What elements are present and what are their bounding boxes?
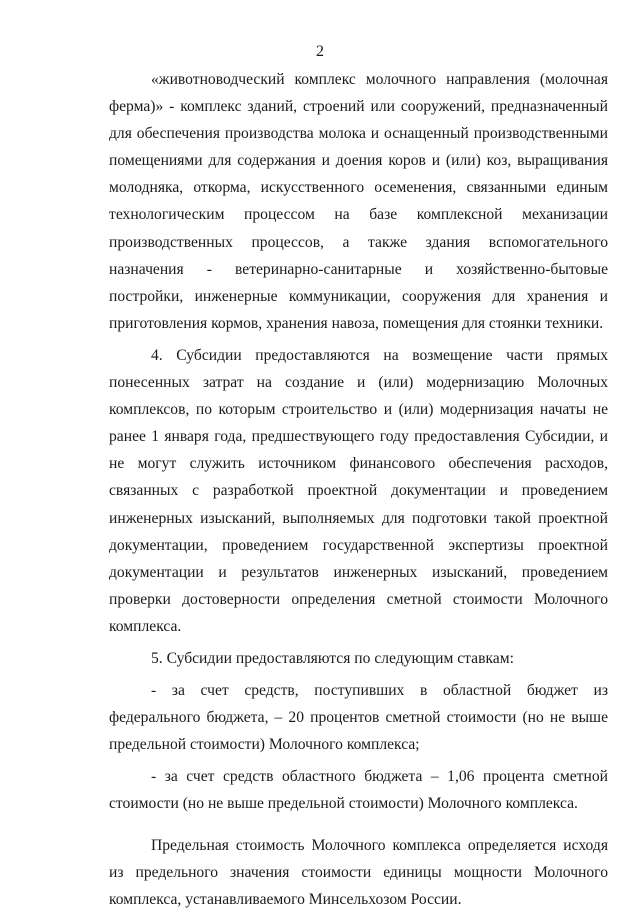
document-body — [109, 66, 608, 913]
paragraph-item-5-rates: 5. Субсидии предоставляются по следующим ставкам: — [151, 649, 514, 667]
paragraph-dairy-complex-definition: «животноводческий комплекс молочного направления (молочная ферма)» - комплекс зданий, строений или сооружений, предназначенный для обеспечения производства молока и оснащенный производственными помещениями для содержания и доения коров и (или) коз, выращивания молодняка, откорма, искусственного осеменения, связанными единым технологическим процессом на базе комплексной механизации производственных процессов, а также здания вспомогательного назначения - ветеринарно-санитарные и хозяйственно-бытовые постройки, инженерные коммуникации, сооружения для хранения и приготовления кормов, хранения навоза, помещения для стоянки техники. — [109, 71, 608, 332]
paragraph-item-4-subsidy-purpose: 4. Субсидии предоставляются на возмещение части прямых понесенных затрат на создание и (или) модернизацию Молочных комплексов, по которым строительство и (или) модернизация начаты не ранее 1 января года, предшествующего году предоставления Субсидии, и не могут служить источником финансового обеспечения расходов, связанных с разработкой проектной документации и проведением инженерных изысканий, выполняемых для подготовки такой проектной документации, проведением государственной экспертизы проектной документации и результатов инженерных изысканий, проведением проверки достоверности определения сметной стоимости Молочного комплекса. — [109, 346, 608, 635]
paragraph-regional-budget-rate: - за счет средств областного бюджета – 1,06 процента сметной стоимости (но не выше предельной стоимости) Молочного комплекса. — [109, 768, 608, 813]
paragraph-federal-budget-rate: - за счет средств, поступивших в областной бюджет из федерального бюджета, – 20 процентов сметной стоимости (но не выше предельной стоимости) Молочного комплекса; — [109, 682, 608, 754]
paragraph-max-cost: Предельная стоимость Молочного комплекса определяется исходя из предельного значения стоимости единицы мощности Молочного комплекса, устанавливаемого Минсельхозом России. — [109, 836, 608, 908]
page-number: 2 — [316, 43, 324, 60]
